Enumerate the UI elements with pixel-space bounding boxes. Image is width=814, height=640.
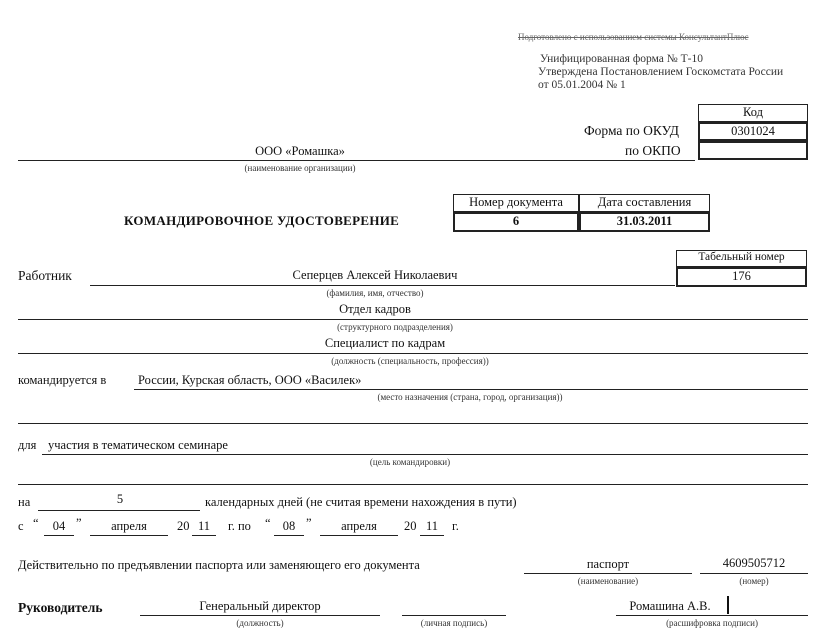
purpose-line-2	[18, 484, 808, 485]
doc-date-value: 31.03.2011	[616, 214, 673, 228]
date-from-close-quote: ”	[76, 516, 82, 530]
date-from-month-line	[90, 535, 168, 536]
purpose-label: для	[18, 438, 37, 452]
passport-doc-number-line	[700, 573, 808, 574]
passport-doc-name: паспорт	[586, 557, 630, 571]
code-label: Код	[743, 105, 763, 119]
head-position-caption: (должность)	[236, 618, 284, 628]
head-position-line	[140, 615, 380, 616]
head-name: Ромашина А.В.	[629, 599, 711, 613]
purpose-value: участия в тематическом семинаре	[48, 438, 228, 452]
duration-days: 5	[116, 492, 124, 506]
duration-line	[38, 510, 200, 511]
date-from-year-line	[192, 535, 216, 536]
date-from-month: апреля	[111, 519, 147, 533]
purpose-line	[42, 454, 808, 455]
passport-doc-number-caption: (номер)	[739, 576, 769, 586]
employee-name-caption: (фамилия, имя, отчество)	[326, 288, 424, 298]
employee-name-line	[90, 285, 675, 286]
head-label: Руководитель	[18, 600, 103, 615]
document-title: КОМАНДИРОВОЧНОЕ УДОСТОВЕРЕНИЕ	[124, 213, 400, 228]
head-signature-line	[402, 615, 506, 616]
approved-date: от 05.01.2004 № 1	[538, 79, 626, 91]
passport-doc-name-caption: (наименование)	[577, 576, 639, 586]
consultant-note: Подготовлено с использованием системы КонсультантПлюс	[518, 32, 749, 42]
doc-number-value: 6	[512, 214, 520, 228]
tab-number-value: 176	[732, 269, 751, 283]
date-from-open-quote: “	[33, 516, 39, 530]
form-name: Унифицированная форма № Т-10	[540, 53, 703, 65]
purpose-caption: (цель командировки)	[369, 457, 451, 467]
okud-label: Форма по ОКУД	[584, 123, 680, 138]
tab-number-label: Табельный номер	[698, 251, 785, 263]
okud-value: 0301024	[731, 124, 775, 138]
date-to-day-line	[274, 535, 304, 536]
position-line	[18, 353, 808, 354]
date-to-month: апреля	[341, 519, 377, 533]
date-to-year-prefix: 20	[404, 519, 417, 533]
head-name-line	[616, 615, 808, 616]
date-to-month-line	[320, 535, 398, 536]
doc-number-label: Номер документа	[469, 195, 563, 209]
approved-by: Утверждена Постановлением Госкомстата России	[538, 66, 784, 78]
employee-label: Работник	[18, 268, 72, 283]
head-signature-caption: (личная подпись)	[420, 618, 488, 628]
date-from-year: 11	[197, 519, 211, 533]
employee-department: Отдел кадров	[339, 302, 411, 316]
department-caption: (структурного подразделения)	[337, 322, 453, 332]
date-to-year-line	[420, 535, 444, 536]
organization-name: ООО «Ромашка»	[255, 144, 345, 158]
head-position: Генеральный директор	[199, 599, 321, 613]
date-end-suffix: г.	[452, 519, 459, 533]
date-to-open-quote: “	[265, 516, 271, 530]
date-to-close-quote: ”	[306, 516, 312, 530]
organization-caption: (наименование организации)	[244, 163, 356, 173]
head-name-caption: (расшифровка подписи)	[666, 618, 758, 628]
doc-date-label: Дата составления	[597, 195, 692, 209]
date-from-year-prefix: 20	[177, 519, 190, 533]
date-from-label: с	[18, 519, 24, 533]
employee-position: Специалист по кадрам	[324, 336, 446, 350]
passport-label: Действительно по предъявлении паспорта или заменяющего его документа	[18, 558, 420, 572]
duration-suffix: календарных дней (не считая времени нахождения в пути)	[205, 495, 517, 509]
date-year-suffix: г. по	[228, 519, 251, 533]
okpo-label: по ОКПО	[625, 143, 681, 158]
text-cursor	[727, 596, 729, 614]
date-to-day: 08	[282, 519, 296, 533]
department-line	[18, 319, 808, 320]
destination-line	[134, 389, 808, 390]
passport-doc-name-line	[524, 573, 692, 574]
position-caption: (должность (специальность, профессия))	[331, 356, 489, 366]
destination-label: командируется в	[18, 373, 107, 387]
employee-full-name: Сеперцев Алексей Николаевич	[292, 268, 458, 282]
destination-caption: (место назначения (страна, город, организация))	[377, 392, 563, 402]
date-to-year: 11	[425, 519, 439, 533]
organization-line	[18, 160, 695, 161]
date-from-day: 04	[52, 519, 66, 533]
destination-value: России, Курская область, ООО «Василек»	[138, 373, 362, 387]
okpo-box	[698, 141, 808, 160]
duration-prefix: на	[18, 495, 31, 509]
date-from-day-line	[44, 535, 74, 536]
destination-line-2	[18, 423, 808, 424]
passport-doc-number: 4609505712	[722, 556, 786, 570]
